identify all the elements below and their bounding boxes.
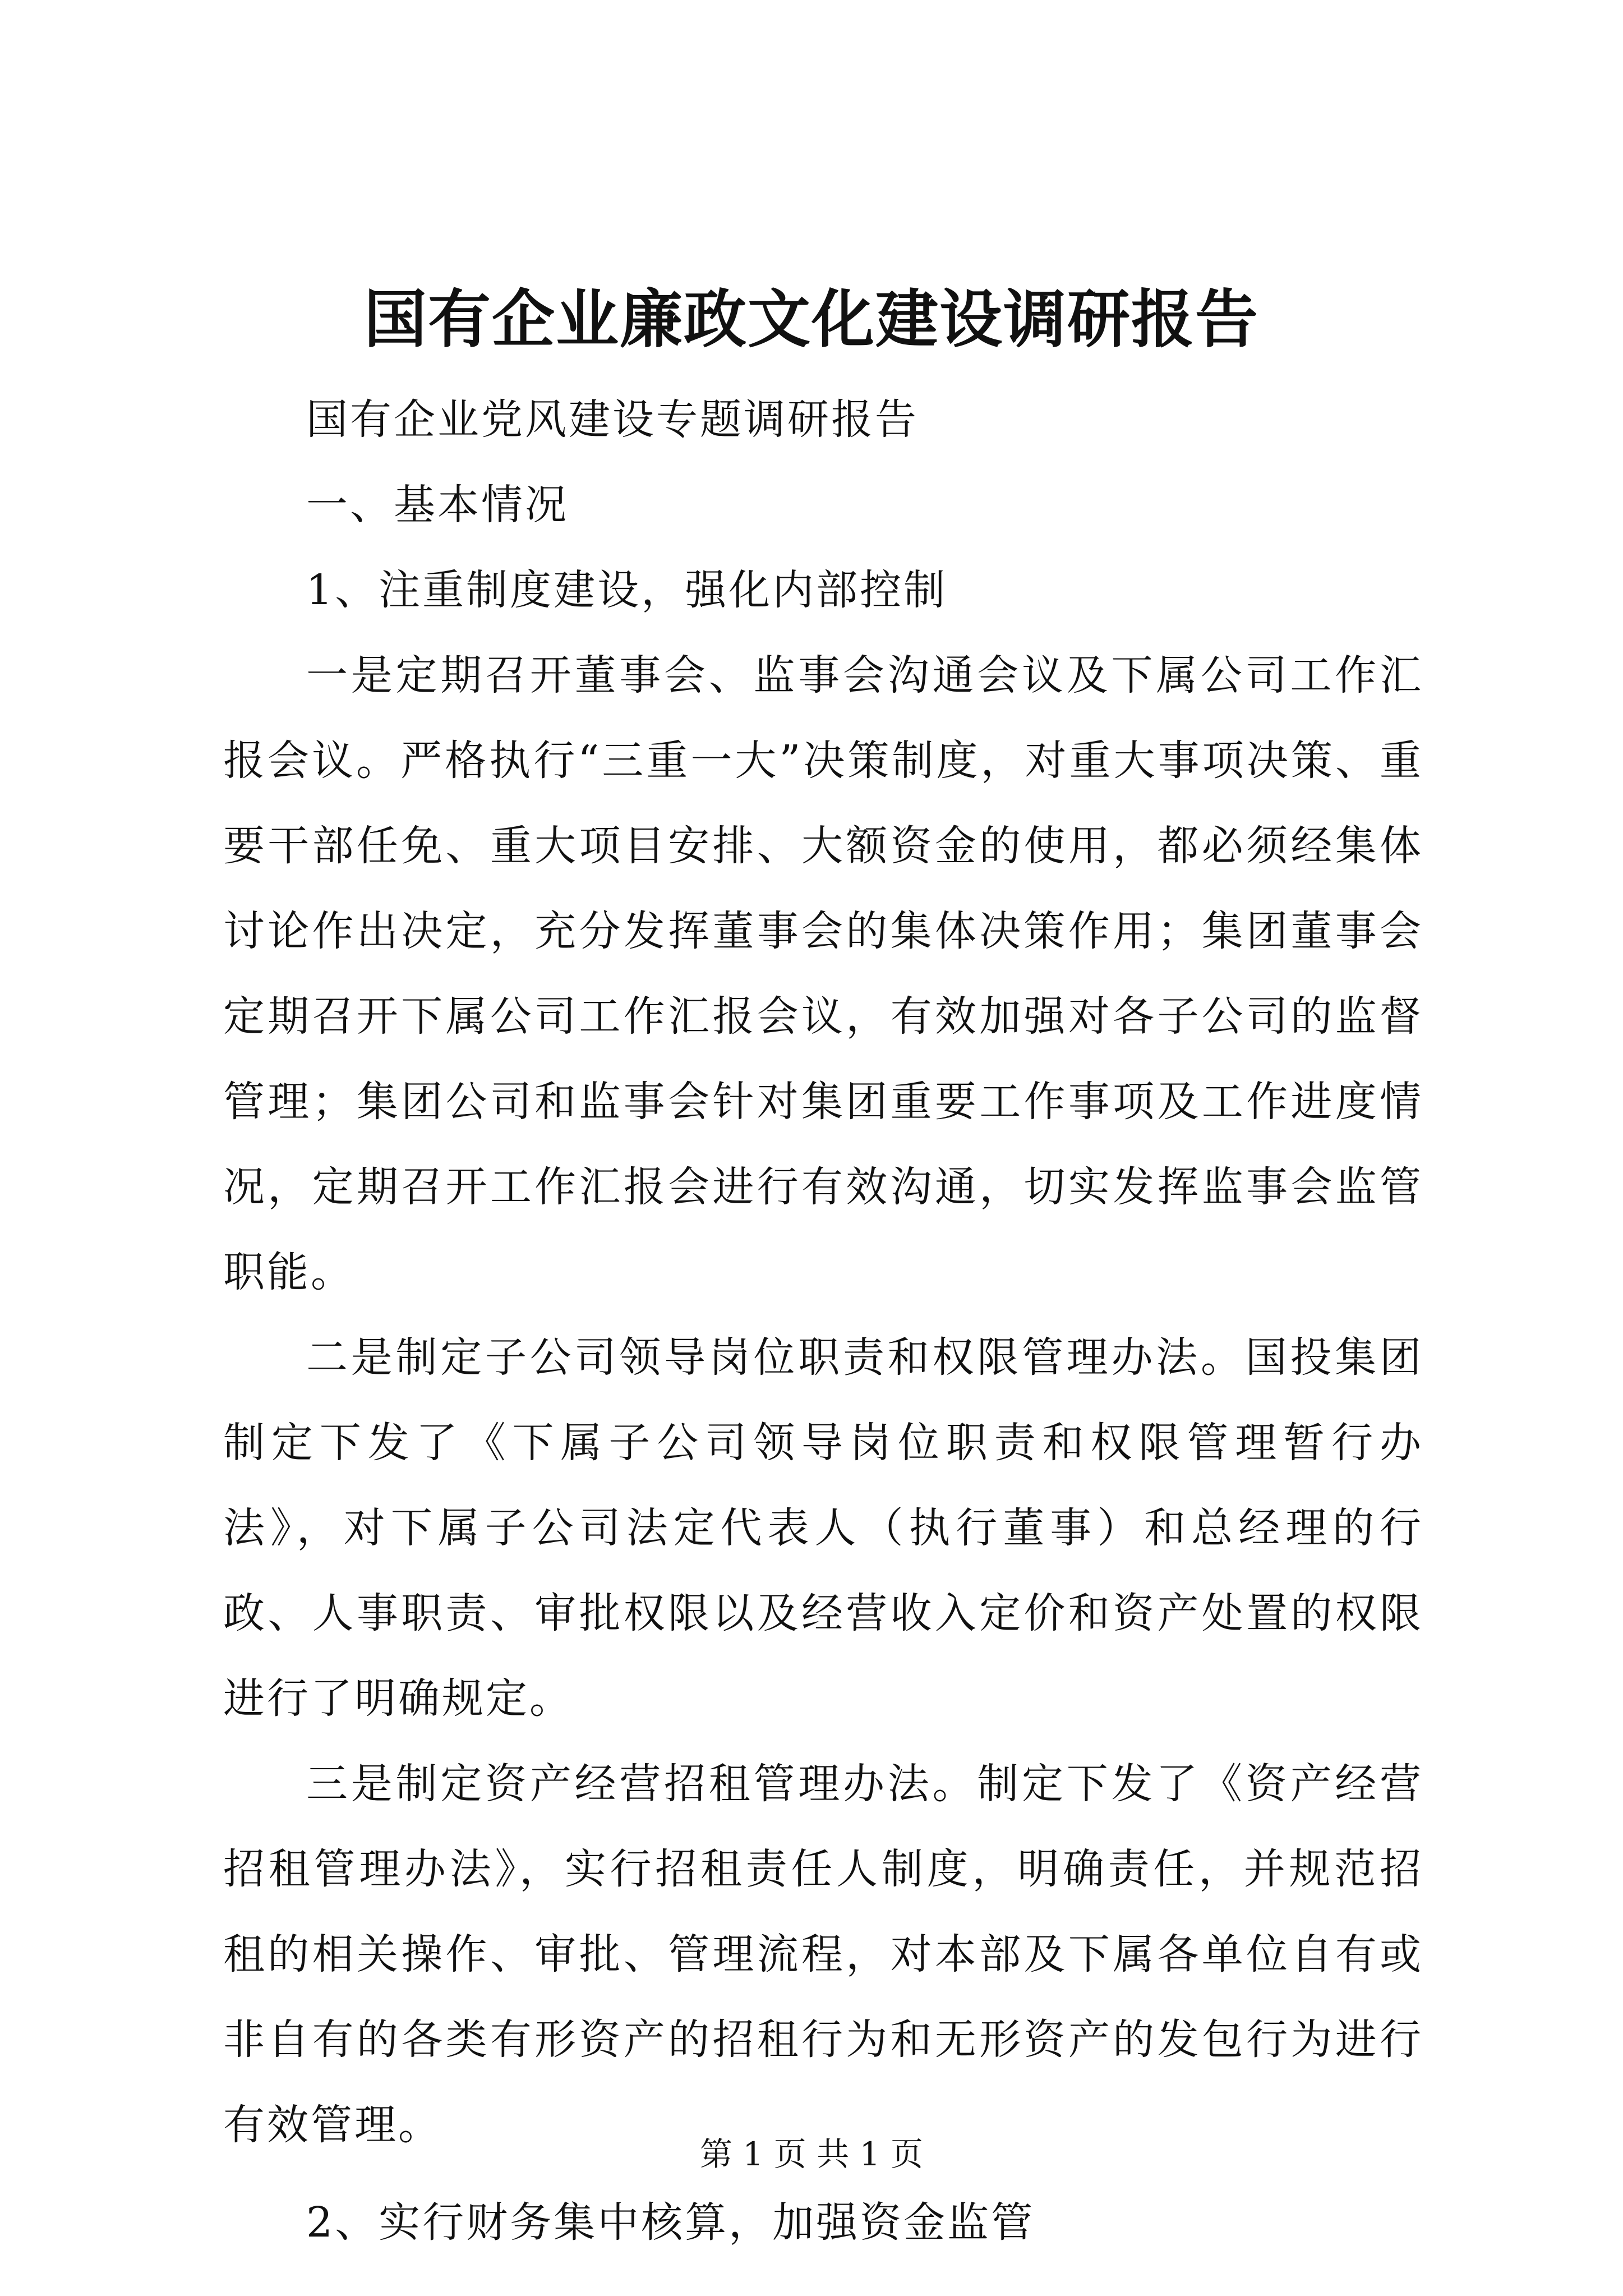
paragraph-subheading-1: 1、注重制度建设，强化内部控制 <box>306 566 948 614</box>
paragraph-subheading-2: 2、实行财务集中核算，加强资金监管 <box>306 2198 1035 2247</box>
paragraph-section-heading: 一、基本情况 <box>306 481 569 529</box>
document-body <box>223 377 1423 2265</box>
paragraph-body-2: 二是制定子公司领导岗位职责和权限管理办法。国投集团制定下发了《下属子公司领导岗位职责和权限管理暂行办法》，对下属子公司法定代表人（执行董事）和总经理的行政、人事职责、审批权限以及经营收入定价和资产处置的权限进行了明确规定。 <box>223 1333 1423 1723</box>
paragraph-body-1: 一是定期召开董事会、监事会沟通会议及下属公司工作汇报会议。严格执行“三重一大”决策制度，对重大事项决策、重要干部任免、重大项目安排、大额资金的使用，都必须经集体讨论作出决定，充分发挥董事会的集体决策作用；集团董事会定期召开下属公司工作汇报会议，有效加强对各子公司的监督管理；集团公司和监事会针对集团重要工作事项及工作进度情况，定期召开工作汇报会进行有效沟通，切实发挥监事会监管职能。 <box>223 651 1423 1296</box>
paragraph-body-3: 三是制定资产经营招租管理办法。制定下发了《资产经营招租管理办法》，实行招租责任人制度，明确责任，并规范招租的相关操作、审批、管理流程，对本部及下属各单位自有或非自有的各类有形资产的招租行为和无形资产的发包行为进行有效管理。 <box>223 1760 1423 2149</box>
document-title: 国有企业廉政文化建设调研报告 <box>364 283 1259 356</box>
paragraph-subtitle: 国有企业党风建设专题调研报告 <box>306 395 919 444</box>
page-footer: 第 1 页 共 1 页 <box>700 2135 923 2173</box>
